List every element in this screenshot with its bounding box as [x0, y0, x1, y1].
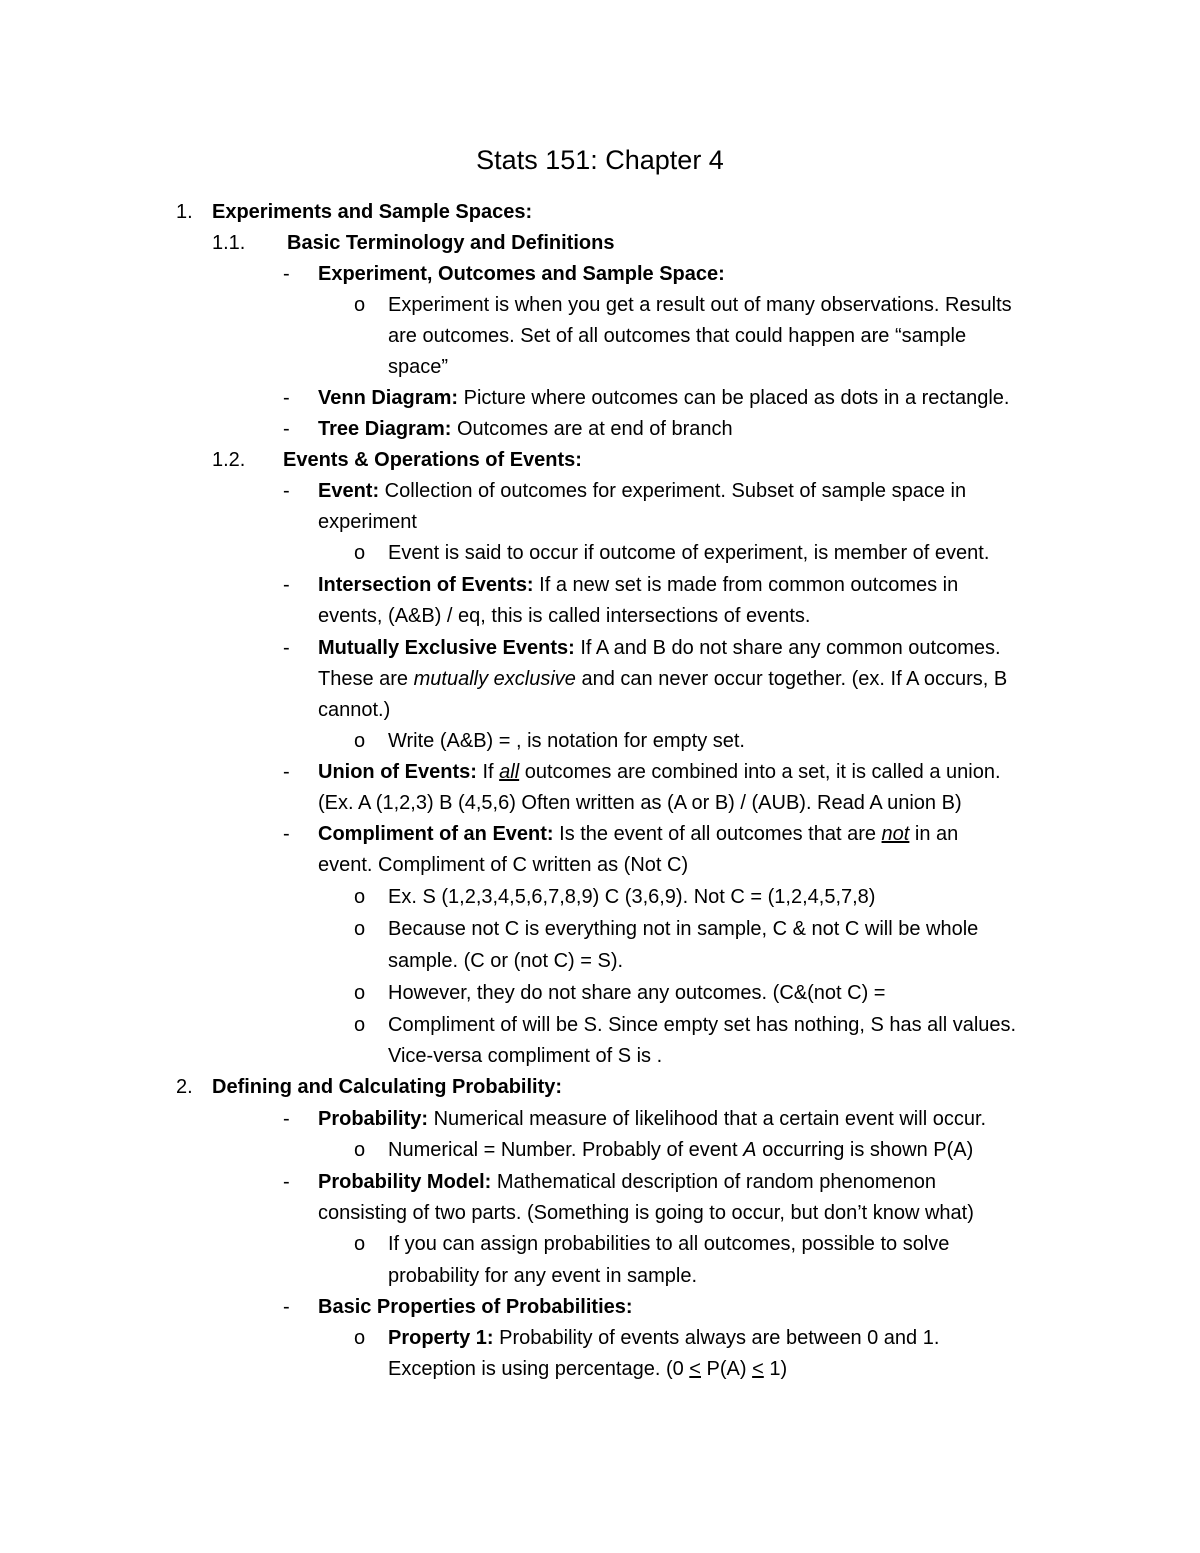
underlined-term: all [499, 761, 520, 783]
text-segment: outcomes are combined into a set, it is called a union. [519, 761, 1001, 783]
subsection-1-2-number: 1.2. [212, 449, 246, 471]
circle-bullet: o [354, 1139, 366, 1161]
subsection-1-1-number: 1.1. [212, 232, 246, 254]
dash-bullet: - [283, 574, 290, 596]
term-event: Event: [318, 480, 380, 502]
text-segment: If [476, 761, 500, 783]
dash-bullet: - [283, 1296, 290, 1318]
probability-definition: Numerical measure of likelihood that a certain event will occur. [428, 1108, 987, 1130]
text-segment: Exception is using percentage. (0 [388, 1358, 690, 1380]
compliment-note-4-line-2: Vice-versa compliment of S is . [388, 1045, 663, 1067]
term-experiment-outcomes: Experiment, Outcomes and Sample Space: [318, 263, 725, 285]
dash-bullet: - [283, 823, 290, 845]
event-item-line-1 [318, 476, 966, 507]
intersection-definition: If a new set is made from common outcomes in [533, 574, 959, 596]
probability-model-definition: Mathematical description of random phenomenon [491, 1171, 937, 1193]
circle-bullet: o [354, 918, 366, 940]
property-1-line-2 [388, 1354, 787, 1385]
term-intersection: Intersection of Events: [318, 574, 534, 596]
term-venn-diagram: Venn Diagram: [318, 387, 459, 409]
text-segment: 1) [763, 1358, 788, 1380]
circle-bullet: o [354, 1327, 366, 1349]
mutually-exclusive-line-3: cannot.) [318, 699, 391, 721]
tree-diagram-definition: Outcomes are at end of branch [451, 418, 733, 440]
venn-diagram-item [318, 383, 1009, 414]
less-equal-symbol: < [752, 1358, 764, 1380]
subsection-1-1-heading: Basic Terminology and Definitions [287, 232, 615, 254]
section-2-heading: Defining and Calculating Probability: [212, 1076, 563, 1098]
compliment-line-2: event. Compliment of C written as (Not C) [318, 854, 689, 876]
dash-bullet: - [283, 637, 290, 659]
section-1-heading: Experiments and Sample Spaces: [212, 201, 533, 223]
mutually-exclusive-line-1 [318, 633, 1001, 664]
dash-bullet: - [283, 761, 290, 783]
section-1-number: 1. [176, 201, 193, 223]
intersection-item-line-2: events, (A&B) / eq, this is called intersections of events. [318, 605, 811, 627]
circle-bullet: o [354, 886, 366, 908]
event-item-line-2: experiment [318, 511, 417, 533]
event-occurs-note: Event is said to occur if outcome of experiment, is member of event. [388, 542, 990, 564]
term-basic-properties: Basic Properties of Probabilities: [318, 1296, 633, 1318]
compliment-note-3: However, they do not share any outcomes. (C&(not C) = [388, 982, 886, 1004]
mutually-exclusive-definition: If A and B do not share any common outcomes. [574, 637, 1001, 659]
event-definition: Collection of outcomes for experiment. Subset of sample space in [379, 480, 967, 502]
term-mutually-exclusive: Mutually Exclusive Events: [318, 637, 575, 659]
property-1-definition: Probability of events always are between 0 and 1. [493, 1327, 940, 1349]
term-probability: Probability: [318, 1108, 429, 1130]
text-segment: These are [318, 668, 414, 690]
probability-model-note-line-1: If you can assign probabilities to all outcomes, possible to solve [388, 1233, 950, 1255]
text-segment: Numerical = Number. Probably of event [388, 1139, 744, 1161]
experiment-definition-line-3: space” [388, 356, 449, 378]
circle-bullet: o [354, 982, 366, 1004]
term-union: Union of Events: [318, 761, 477, 783]
union-line-1 [318, 757, 1001, 788]
term-probability-model: Probability Model: [318, 1171, 492, 1193]
circle-bullet: o [354, 542, 366, 564]
mutually-exclusive-line-2 [318, 664, 1007, 695]
text-segment: P(A) [700, 1358, 753, 1380]
subsection-1-2-heading: Events & Operations of Events: [283, 449, 582, 471]
text-segment: Is the event of all outcomes that are [553, 823, 882, 845]
dash-bullet: - [283, 418, 290, 440]
union-line-2: (Ex. A (1,2,3) B (4,5,6) Often written as (A or B) / (AUB). Read A union B) [318, 792, 962, 814]
experiment-definition-line-2: are outcomes. Set of all outcomes that could happen are “sample [388, 325, 967, 347]
probability-model-note-line-2: probability for any event in sample. [388, 1265, 698, 1287]
term-tree-diagram: Tree Diagram: [318, 418, 452, 440]
compliment-note-2-line-1: Because not C is everything not in sample, C & not C will be whole [388, 918, 979, 940]
term-property-1: Property 1: [388, 1327, 494, 1349]
italic-term: mutually exclusive [413, 668, 576, 690]
circle-bullet: o [354, 730, 366, 752]
compliment-line-1 [318, 819, 958, 850]
less-equal-symbol: < [689, 1358, 701, 1380]
circle-bullet: o [354, 1233, 366, 1255]
probability-model-line-2: consisting of two parts. (Something is going to occur, but don’t know what) [318, 1202, 974, 1224]
dash-bullet: - [283, 263, 290, 285]
page-title: Stats 151: Chapter 4 [476, 145, 724, 175]
compliment-note-2-line-2: sample. (C or (not C) = S). [388, 950, 624, 972]
compliment-example: Ex. S (1,2,3,4,5,6,7,8,9) C (3,6,9). Not C = (1,2,4,5,7,8) [388, 886, 876, 908]
property-1-line-1 [388, 1323, 939, 1354]
underlined-term: not [881, 823, 910, 845]
venn-diagram-definition: Picture where outcomes can be placed as dots in a rectangle. [458, 387, 1010, 409]
probability-note [388, 1135, 973, 1166]
term-compliment: Compliment of an Event: [318, 823, 554, 845]
italic-term: A [743, 1139, 757, 1161]
dash-bullet: - [283, 387, 290, 409]
dash-bullet: - [283, 480, 290, 502]
text-segment: and can never occur together. (ex. If A occurs, B [575, 668, 1008, 690]
section-2-number: 2. [176, 1076, 193, 1098]
text-segment: in an [909, 823, 959, 845]
circle-bullet: o [354, 1014, 366, 1036]
circle-bullet: o [354, 294, 366, 316]
probability-item [318, 1104, 986, 1135]
tree-diagram-item [318, 414, 733, 445]
experiment-definition-line-1: Experiment is when you get a result out of many observations. Results [388, 294, 1012, 316]
text-segment: occurring is shown P(A) [756, 1139, 974, 1161]
dash-bullet: - [283, 1171, 290, 1193]
compliment-note-4-line-1: Compliment of will be S. Since empty set has nothing, S has all values. [388, 1014, 1017, 1036]
intersection-item-line-1 [318, 570, 958, 601]
dash-bullet: - [283, 1108, 290, 1130]
empty-set-note: Write (A&B) = , is notation for empty set. [388, 730, 745, 752]
probability-model-line-1 [318, 1167, 936, 1198]
